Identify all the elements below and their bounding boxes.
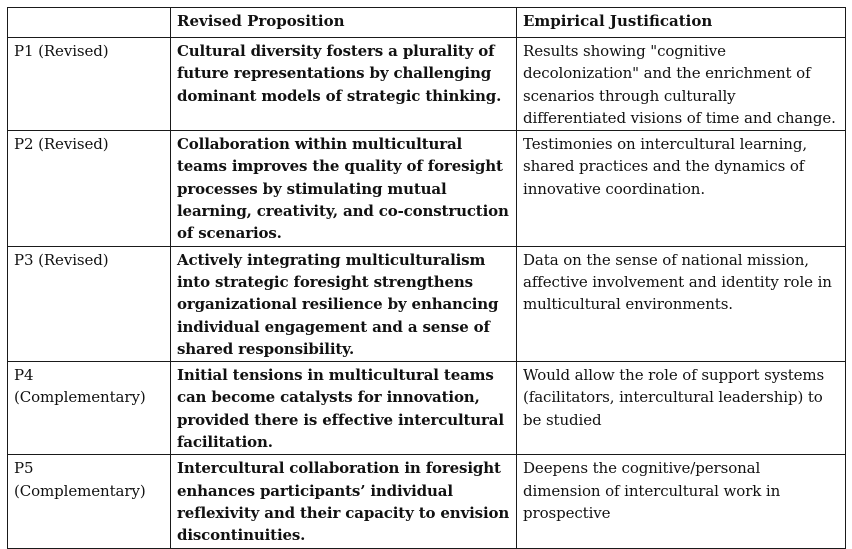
proposition-id: P1 (Revised)	[8, 38, 171, 131]
header-empirical-justification: Empirical Justification	[517, 8, 846, 38]
header-row	[8, 8, 846, 38]
justification-text: Results showing "cognitive decolonization" and the enrichment of scenarios through culturally differentiated visions of time and change.	[517, 38, 846, 131]
proposition-id: P5 (Complementary)	[8, 455, 171, 548]
header-id	[8, 8, 171, 38]
table-row	[8, 455, 846, 548]
proposition-id: P3 (Revised)	[8, 246, 171, 361]
table-row	[8, 131, 846, 246]
proposition-text: Intercultural collaboration in foresight enhances participants’ individual reflexivity and their capacity to envision discontinuities.	[171, 455, 517, 548]
propositions-table	[7, 7, 846, 549]
justification-text: Would allow the role of support systems (facilitators, intercultural leadership) to be studied	[517, 362, 846, 455]
header-revised-proposition: Revised Proposition	[171, 8, 517, 38]
proposition-text: Cultural diversity fosters a plurality of future representations by challenging dominant models of strategic thinking.	[171, 38, 517, 131]
table-row	[8, 362, 846, 455]
justification-text: Testimonies on intercultural learning, shared practices and the dynamics of innovative coordination.	[517, 131, 846, 246]
proposition-id: P4 (Complementary)	[8, 362, 171, 455]
justification-text: Deepens the cognitive/personal dimension of intercultural work in prospective	[517, 455, 846, 548]
proposition-text: Initial tensions in multicultural teams can become catalysts for innovation, provided there is effective intercultural facilitation.	[171, 362, 517, 455]
proposition-text: Collaboration within multicultural teams improves the quality of foresight processes by stimulating mutual learning, creativity, and co-construction of scenarios.	[171, 131, 517, 246]
table-row	[8, 246, 846, 361]
proposition-id: P2 (Revised)	[8, 131, 171, 246]
justification-text: Data on the sense of national mission, affective involvement and identity role in multicultural environments.	[517, 246, 846, 361]
proposition-text: Actively integrating multiculturalism into strategic foresight strengthens organizational resilience by enhancing individual engagement and a sense of shared responsibility.	[171, 246, 517, 361]
table-row	[8, 38, 846, 131]
